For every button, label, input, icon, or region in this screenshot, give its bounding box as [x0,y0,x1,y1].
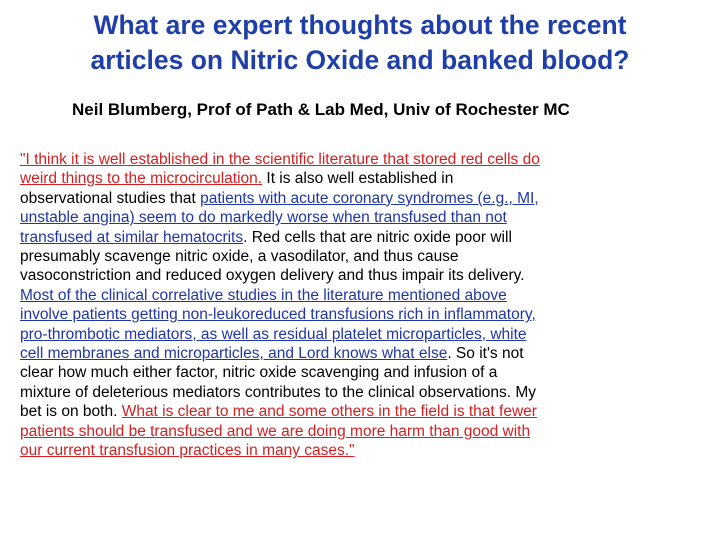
quote-highlight-blue: unstable angina) seem to do markedly worse when transfused than not [20,209,507,227]
quote-line [20,305,710,324]
quote-line [20,422,710,441]
quote-line [20,441,710,460]
quote-line: mixture of deleterious mediators contributes to the clinical observations. My [20,383,537,401]
title-line: articles on Nitric Oxide and banked blood? [90,45,630,75]
quote-highlight-red: patients should be transfused and we are doing more harm than good with [20,422,531,440]
quote-text: bet is on both. [20,403,122,421]
quote-highlight-red: "I think it is well established in the scientific literature that stored red cells do [20,151,540,168]
quote-line [20,169,710,188]
quote-highlight-red: What is clear to me and some others in the field is that fewer [121,403,537,421]
quote-highlight-red: weird things to the microcirculation. [20,170,263,188]
quote-text: observational studies that [20,189,201,207]
quote-text: . Red cells that are nitric oxide poor will [243,228,512,246]
quote-highlight-blue: patients with acute coronary syndromes (e.g., MI, [200,189,539,207]
quote-line [20,208,710,227]
author-attribution: Neil Blumberg, Prof of Path & Lab Med, Univ of Rochester MC [72,100,570,119]
quote-line [20,189,710,208]
quote-line: vasoconstriction and reduced oxygen delivery and thus impair its delivery. [20,267,525,285]
quote-line [20,228,710,247]
quote-highlight-blue: Most of the clinical correlative studies in the literature mentioned above [20,286,507,304]
quote-text: It is also well established in [262,170,454,188]
quote-line: clear how much either factor, nitric oxide scavenging and infusion of a [20,364,498,382]
quote-line: presumably scavenge nitric oxide, a vasodilator, and thus cause [20,248,459,266]
quote-line [20,344,710,363]
quote-highlight-blue: involve patients getting non-leukoreduced transfusions rich in inflammatory, [20,306,536,324]
quote-line [20,150,710,169]
quote-highlight-blue: pro-thrombotic mediators, as well as residual platelet microparticles, white [20,325,527,343]
quote-highlight-red: our current transfusion practices in many cases." [20,442,355,460]
quote-highlight-blue: cell membranes and microparticles, and Lord knows what else [20,345,448,363]
quote-line [20,325,710,344]
quote-text: . So it's not [447,345,524,363]
slide-title [20,8,700,78]
quote-highlight-blue: transfused at similar hematocrits [20,228,244,246]
quote-line [20,402,710,421]
expert-quote [20,150,710,461]
title-line: What are expert thoughts about the recent [93,10,627,40]
quote-line [20,286,710,305]
